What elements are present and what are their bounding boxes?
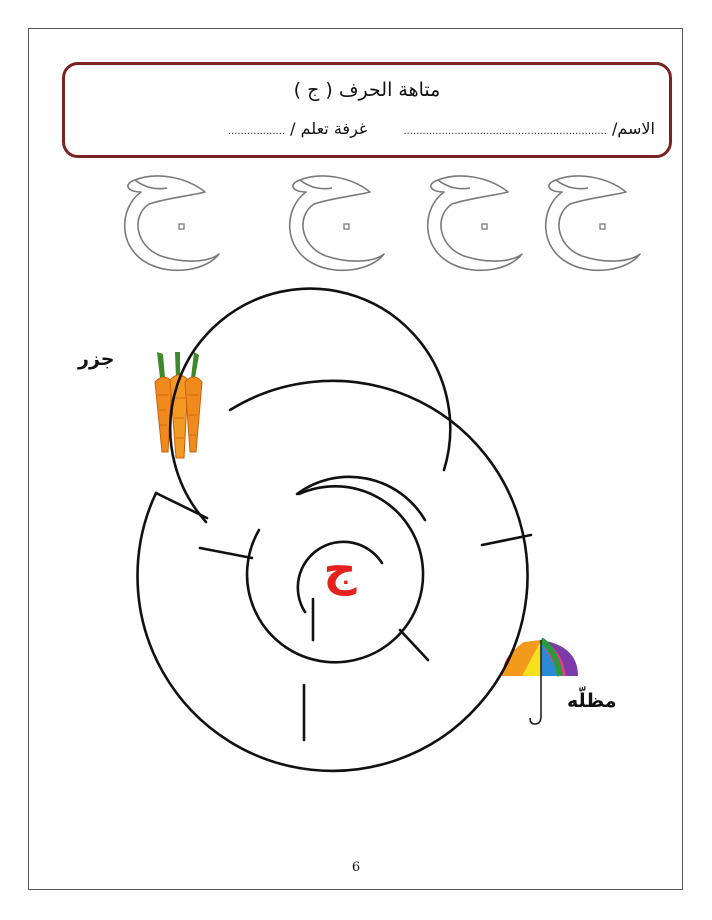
carrot-icon — [155, 352, 202, 458]
class-label: غرفة تعلم / — [290, 119, 368, 138]
maze-wall — [400, 630, 428, 660]
tracing-letter — [290, 176, 384, 270]
worksheet-title: متاهة الحرف ( ج ) — [293, 79, 441, 101]
maze-center-letter: ج — [323, 542, 357, 596]
name-field[interactable]: ................................................................ — [403, 126, 607, 137]
page-number: 6 — [351, 860, 361, 875]
class-field[interactable]: .................. — [227, 126, 286, 137]
carrot-word: جزر — [78, 348, 115, 370]
umbrella-word: مظلّه — [567, 690, 617, 712]
tracing-letter — [125, 176, 219, 270]
maze-wall — [297, 477, 425, 520]
maze-wall — [200, 548, 252, 558]
name-label: الاسم/ — [611, 119, 655, 138]
maze-wall — [156, 493, 207, 518]
tracing-letter — [428, 176, 522, 270]
tracing-letter — [546, 176, 640, 270]
